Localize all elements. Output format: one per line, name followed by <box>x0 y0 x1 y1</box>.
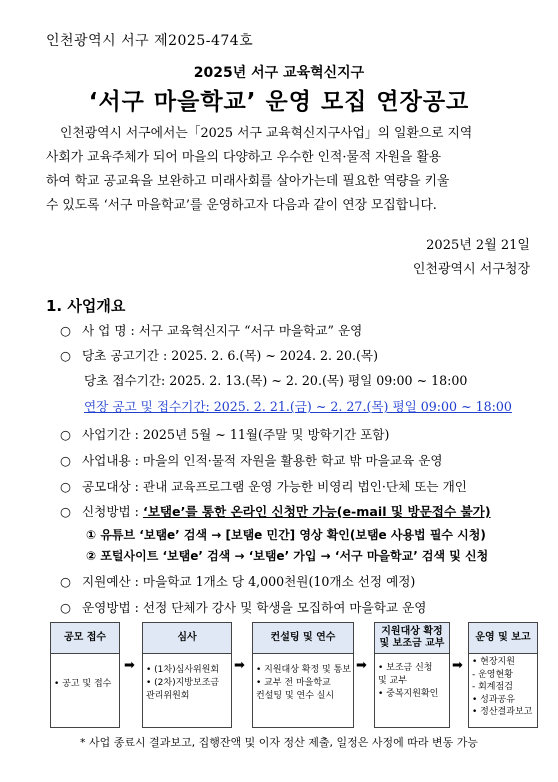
circle-bullet-icon: ○ <box>60 574 71 589</box>
arrow-right-icon: ➡ <box>356 658 367 673</box>
item-method <box>60 501 491 520</box>
flow-step-line: 컨설팅 및 연수 실시 <box>256 691 335 701</box>
circle-bullet-icon: ○ <box>60 479 71 494</box>
arrow-right-icon: ➡ <box>234 658 245 673</box>
item-extended-period: 연장 공고 및 접수기간: 2025. 2. 21.(금) ~ 2. 27.(목) 평일 09:00 ~ 18:00 <box>84 399 512 414</box>
item-original-receipt: 당초 접수기간: 2025. 2. 13.(목) ~ 2. 20.(목) 평일 09:00 ~ 18:00 <box>84 373 468 388</box>
arrow-right-icon: ➡ <box>452 658 463 673</box>
flow-step-line: • 보조금 신청 <box>378 663 433 673</box>
footnote: * 사업 종료시 결과보고, 집행잔액 및 이자 정산 제출, 일정은 사정에 따라 변동 가능 <box>80 736 478 749</box>
page-subtitle: 2025년 서구 교육혁신지구 <box>193 65 365 81</box>
flow-step-line: - 운영현황 <box>472 669 513 680</box>
intro-line: 하여 학교 공교육을 보완하고 미래사회를 살아가는데 필요한 역량을 키울 <box>46 174 450 189</box>
item-original-period <box>60 345 378 364</box>
flow-step-line: • 공고 및 접수 <box>54 679 112 689</box>
flow-step-line: • 지원대상 확정 및 통보 <box>256 665 351 675</box>
item-text: 운영방법 : 선정 단체가 강사 및 학생을 모집하여 마을학교 운영 <box>82 600 427 615</box>
flow-step-line: • 교부 전 마을학교 <box>256 678 331 688</box>
flow-step-review <box>142 622 232 728</box>
method-step-2: ② 포털사이트 ‘보탬e’ 검색 → ‘보탬e’ 가입 → ‘서구 마을학교’ 검색 및 신청 <box>86 549 489 563</box>
notice-date: 2025년 2월 21일 <box>426 238 530 253</box>
flow-step-line: - 회계점검 <box>472 682 513 692</box>
flow-step-title: 지원대상 확정 및 보조금 교부 <box>375 623 449 654</box>
flow-step-line: 및 교부 <box>378 676 407 686</box>
circle-bullet-icon: ○ <box>60 348 71 363</box>
flow-step-line: • 성과공유 <box>472 694 515 705</box>
arrow-right-icon: ➡ <box>124 658 135 673</box>
flow-step-line: • 정산결과보고 <box>472 707 533 717</box>
circle-bullet-icon: ○ <box>60 323 71 338</box>
method-step-1: ① 유튜브 ‘보탬e’ 검색 → [보탬e 민간] 영상 확인(보탬e 사용법 필수 시청) <box>86 528 486 542</box>
item-budget <box>60 571 415 590</box>
page-title: ‘서구 마을학교’ 운영 모집 연장공고 <box>88 89 470 115</box>
flow-step-operation-report <box>468 622 538 728</box>
flow-step-line: • 현장지원 <box>472 657 515 667</box>
item-project-content <box>60 450 443 469</box>
issuer: 인천광역시 서구청장 <box>412 262 530 277</box>
flow-step-line: • 중복지원확인 <box>378 689 439 699</box>
flow-step-title: 심사 <box>143 623 231 654</box>
method-text: ‘보탬e’를 통한 온라인 신청만 가능(e-mail 및 방문접수 불가) <box>142 504 491 519</box>
item-text: 사업기간 : 2025년 5월 ~ 11월(주말 및 방학기간 포함) <box>82 427 390 442</box>
flow-step-title: 공모 접수 <box>51 623 119 654</box>
item-text: 당초 공고기간 : 2025. 2. 6.(목) ~ 2024. 2. 20.(목) <box>82 348 378 363</box>
intro-line: 사회가 교육주체가 되어 마을의 다양하고 우수한 인적·물적 자원을 활용 <box>46 150 442 165</box>
flow-step-grant <box>374 622 450 728</box>
circle-bullet-icon: ○ <box>60 453 71 468</box>
flow-step-consulting <box>252 622 354 728</box>
item-text: 사 업 명 : 서구 교육혁신지구 “서구 마을학교” 운영 <box>82 323 363 338</box>
intro-line: 인천광역시 서구에서는「2025 서구 교육혁신지구사업」의 일환으로 지역 <box>60 126 473 141</box>
circle-bullet-icon: ○ <box>60 504 71 519</box>
flow-step-application <box>50 622 120 728</box>
item-operation <box>60 597 426 616</box>
flow-step-line: • (2차)지방보조금 <box>146 678 220 688</box>
item-text: 신청방법 : <box>82 504 139 519</box>
circle-bullet-icon: ○ <box>60 600 71 615</box>
item-business-name <box>60 320 362 339</box>
flow-step-line: 관리위원회 <box>146 691 190 701</box>
item-project-period <box>60 424 389 443</box>
section-title: 1. 사업개요 <box>46 297 126 315</box>
intro-paragraph <box>46 122 534 218</box>
flow-step-title: 컨설팅 및 연수 <box>253 623 353 654</box>
item-text: 공모대상 : 관내 교육프로그램 운영 가능한 비영리 법인·단체 또는 개인 <box>82 479 467 494</box>
document-number: 인천광역시 서구 제2025-474호 <box>46 33 254 49</box>
flow-step-title: 운영 및 보고 <box>469 623 537 654</box>
item-text: 사업내용 : 마을의 인적·물적 자원을 활용한 학교 밖 마을교육 운영 <box>82 453 443 468</box>
flow-step-line: • (1차)심사위원회 <box>146 665 220 675</box>
item-target <box>60 476 467 495</box>
circle-bullet-icon: ○ <box>60 427 71 442</box>
item-text: 지원예산 : 마을학교 1개소 당 4,000천원(10개소 선정 예정) <box>82 574 416 589</box>
intro-line: 수 있도록 ‘서구 마을학교’를 운영하고자 다음과 같이 연장 모집합니다. <box>46 198 437 213</box>
